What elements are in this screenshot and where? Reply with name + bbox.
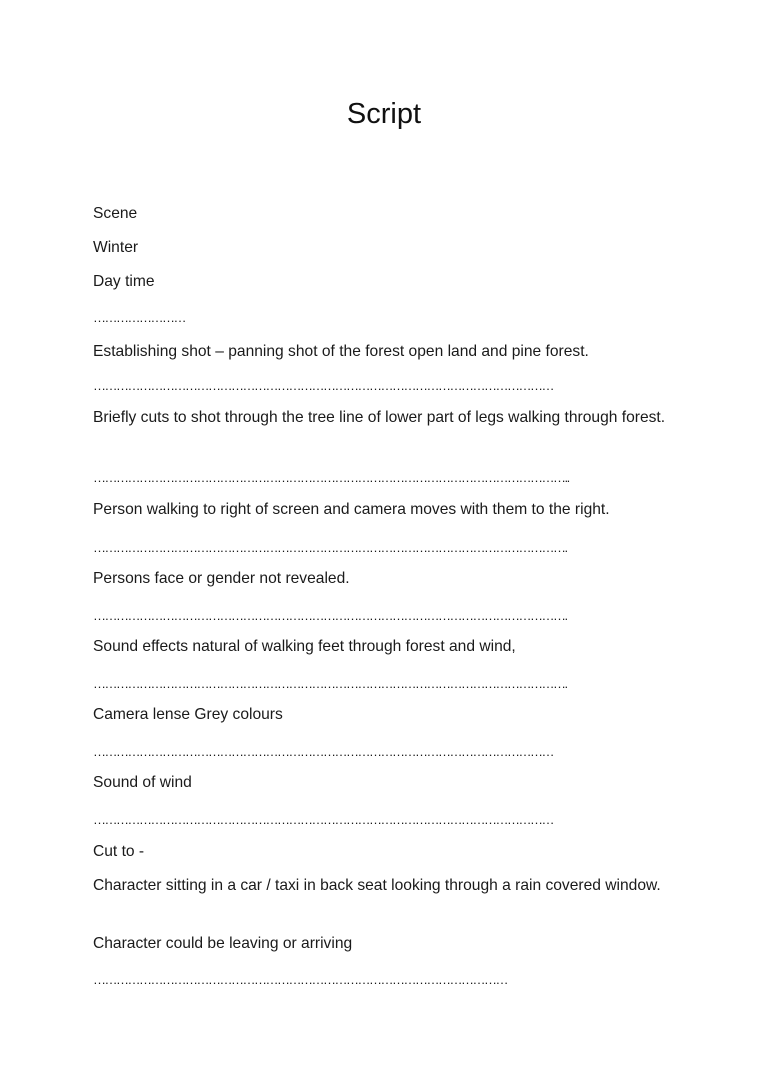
dotted-separator: …………………………………………………………………………………………………………	[93, 744, 553, 759]
dotted-separator: …………………………………………………………………………………………………………….	[93, 540, 567, 555]
script-line: Scene	[93, 205, 138, 222]
script-line: Briefly cuts to shot through the tree line of lower part of legs walking through forest.	[93, 409, 666, 426]
page-title: Script	[346, 98, 422, 130]
dotted-separator: ……………………	[93, 310, 185, 325]
script-line: Person walking to right of screen and camera moves with them to the right.	[93, 501, 610, 518]
dotted-separator: ……………………………………………………………………………………………………………..	[93, 470, 569, 485]
dotted-separator: …………………………………………………………………………………………………………….	[93, 608, 567, 623]
script-line: Character could be leaving or arriving	[93, 935, 353, 952]
script-line: Day time	[93, 273, 155, 290]
script-line: Cut to -	[93, 843, 145, 860]
script-line: Character sitting in a car / taxi in back seat looking through a rain covered window.	[93, 877, 661, 894]
script-line: Camera lense Grey colours	[93, 706, 283, 723]
script-line: Sound of wind	[93, 774, 192, 791]
script-line: Sound effects natural of walking feet through forest and wind,	[93, 638, 516, 655]
script-line: Persons face or gender not revealed.	[93, 570, 350, 587]
script-line: Winter	[93, 239, 139, 256]
dotted-separator: ………………………………………………………………………………………………	[93, 972, 507, 987]
dotted-separator: …………………………………………………………………………………………………………	[93, 378, 553, 393]
script-line: Establishing shot – panning shot of the forest open land and pine forest.	[93, 343, 589, 360]
dotted-separator: …………………………………………………………………………………………………………	[93, 812, 553, 827]
dotted-separator: …………………………………………………………………………………………………………….	[93, 676, 567, 691]
